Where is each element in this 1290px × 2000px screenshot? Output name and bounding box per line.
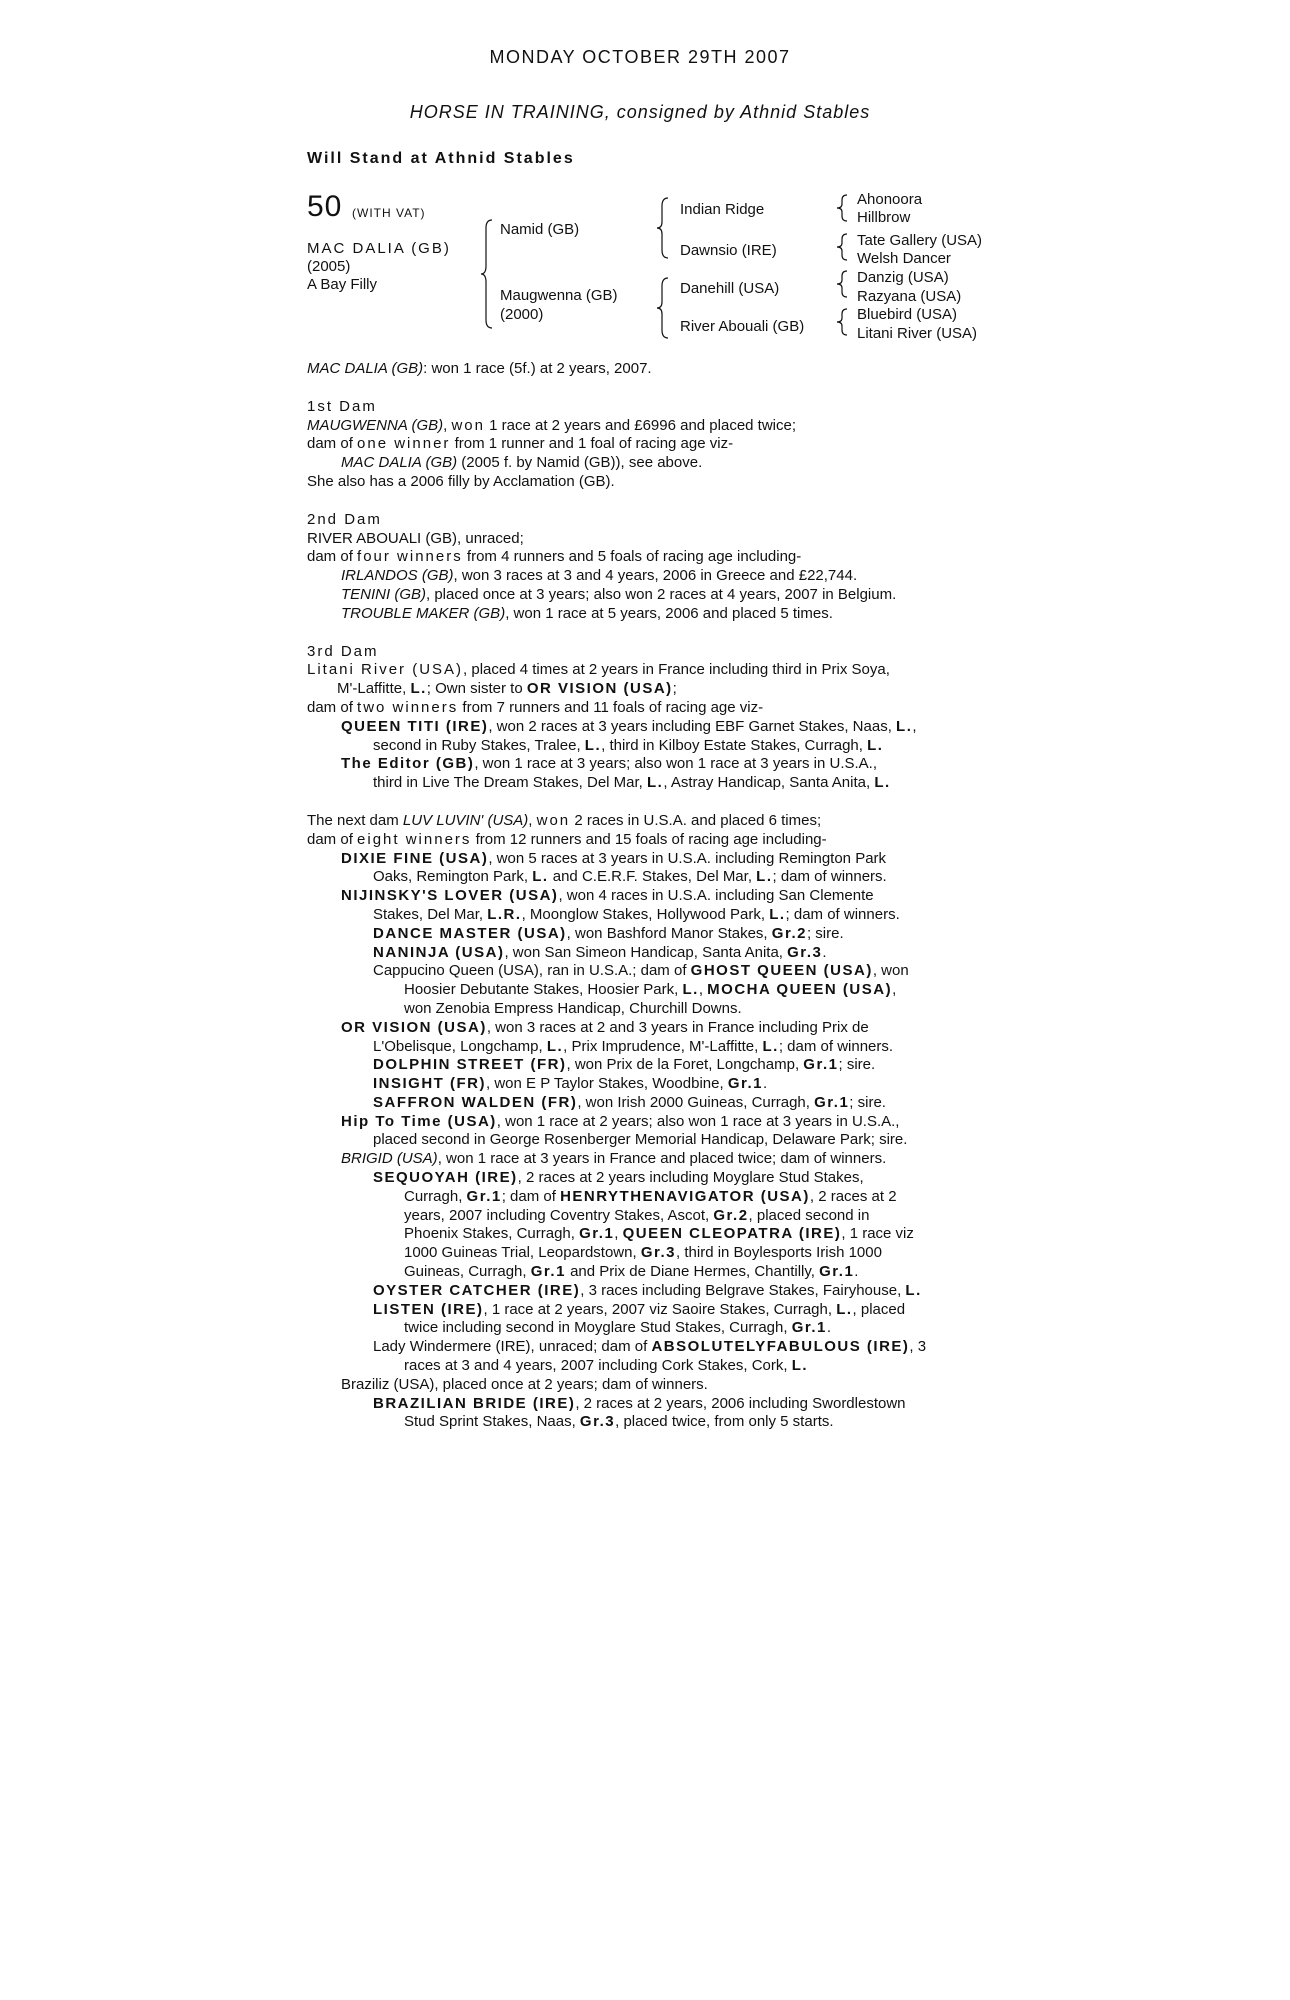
next-dam-line: NIJINSKY'S LOVER (USA), won 4 races in U.S.A. including San Clemente [341,887,874,905]
pedigree-sire: Namid (GB) [500,221,580,238]
pedigree-bracket-main [480,218,496,330]
catalogue-body [307,360,1007,1432]
next-dam-line: DOLPHIN STREET (FR), won Prix de la Foret, Longchamp, Gr.1; sire. [373,1056,876,1074]
pedigree-dds: Bluebird (USA) [857,306,958,323]
race-record: MAC DALIA (GB): won 1 race (5f.) at 2 years, 2007. [307,360,652,377]
next-dam-line: Cappucino Queen (USA), ran in U.S.A.; dam of GHOST QUEEN (USA), won [373,962,909,980]
pedigree-sss: Ahonoora [857,191,923,208]
third-dam-line: second in Ruby Stakes, Tralee, L., third in Kilboy Estate Stakes, Curragh, L. [373,736,884,754]
next-dam-line: SAFFRON WALDEN (FR), won Irish 2000 Guineas, Curragh, Gr.1; sire. [373,1093,886,1111]
next-dam-line: Stud Sprint Stakes, Naas, Gr.3, placed twice, from only 5 starts. [404,1413,834,1431]
third-dam-line: QUEEN TITI (IRE), won 2 races at 3 years including EBF Garnet Stakes, Naas, L., [341,717,917,735]
next-dam-line: placed second in George Rosenberger Memorial Handicap, Delaware Park; sire. [373,1131,908,1149]
sale-date: MONDAY OCTOBER 29TH 2007 [489,47,791,67]
first-dam-line: MAC DALIA (GB) (2005 f. by Namid (GB)), see above. [341,454,703,472]
pedigree-dam-year: (2000) [500,306,544,323]
horse-description: A Bay Filly [307,276,378,293]
pedigree-sire-dam: Dawnsio (IRE) [680,242,777,259]
next-dam-line: Hip To Time (USA), won 1 race at 2 years; also won 1 race at 3 years in U.S.A., [341,1112,900,1130]
third-dam-line: third in Live The Dream Stakes, Del Mar, L., Astray Handicap, Santa Anita, L. [373,774,891,792]
pedigree-sdd: Welsh Dancer [857,250,951,267]
next-dam-line: years, 2007 including Coventry Stakes, Ascot, Gr.2, placed second in [404,1206,870,1224]
pedigree-bracket-ds [836,269,850,299]
next-dam-line: Phoenix Stakes, Curragh, Gr.1, QUEEN CLEOPATRA (IRE), 1 race viz [404,1225,914,1243]
pedigree-bracket-dam [656,276,672,340]
first-dam-line: MAUGWENNA (GB), won 1 race at 2 years and £6996 and placed twice; [307,416,797,434]
next-dam-line: Guineas, Curragh, Gr.1 and Prix de Diane Hermes, Chantilly, Gr.1. [404,1263,859,1281]
third-dam-line: dam of two winners from 7 runners and 11 foals of racing age viz- [307,698,764,716]
next-dam-line: SEQUOYAH (IRE), 2 races at 2 years including Moyglare Stud Stakes, [373,1169,864,1187]
next-dam-line: Oaks, Remington Park, L. and C.E.R.F. Stakes, Del Mar, L.; dam of winners. [373,868,887,886]
horse-identity [307,240,451,294]
next-dam-line: Stakes, Del Mar, L.R., Moonglow Stakes, Hollywood Park, L.; dam of winners. [373,905,900,923]
next-dam-line: DIXIE FINE (USA), won 5 races at 3 years in U.S.A. including Remington Park [341,849,887,867]
vat-note: (WITH VAT) [352,206,426,220]
pedigree-dss: Danzig (USA) [857,269,949,286]
pedigree-sire-sire: Indian Ridge [680,201,765,218]
second-dam-line: RIVER ABOUALI (GB), unraced; [307,529,524,547]
third-dam-heading: 3rd Dam [307,642,379,660]
pedigree-bracket-sire [656,196,672,260]
next-dam-line: Lady Windermere (IRE), unraced; dam of ABSOLUTELYFABULOUS (IRE), 3 [373,1338,927,1356]
pedigree-bracket-sd [836,232,850,262]
next-dam-line: won Zenobia Empress Handicap, Churchill Downs. [404,999,742,1017]
next-dam-line: The next dam LUV LUVIN' (USA), won 2 races in U.S.A. and placed 6 times; [307,811,822,829]
pedigree-dam: Maugwenna (GB) [500,287,618,304]
next-dam-line: DANCE MASTER (USA), won Bashford Manor Stakes, Gr.2; sire. [373,924,844,942]
next-dam-line: Braziliz (USA), placed once at 2 years; dam of winners. [341,1375,708,1393]
pedigree-dam-dam: River Abouali (GB) [680,318,805,335]
second-dam-line: dam of four winners from 4 runners and 5 foals of racing age including- [307,548,802,566]
pedigree-dsd: Razyana (USA) [857,288,962,305]
next-dam-line: L'Obelisque, Longchamp, L., Prix Imprudence, M'-Laffitte, L.; dam of winners. [373,1037,894,1055]
next-dam-line: OR VISION (USA), won 3 races at 2 and 3 years in France including Prix de [341,1018,869,1036]
pedigree-bracket-dd [836,307,850,337]
first-dam-line: dam of one winner from 1 runner and 1 foal of racing age viz- [307,435,734,453]
next-dam-line: NANINJA (USA), won San Simeon Handicap, Santa Anita, Gr.3. [373,943,827,961]
second-dam-line: TENINI (GB), placed once at 3 years; also won 2 races at 4 years, 2007 in Belgium. [341,585,897,603]
first-dam-line: She also has a 2006 filly by Acclamation (GB). [307,472,615,490]
third-dam-line: Litani River (USA), placed 4 times at 2 years in France including third in Prix Soya, [307,661,890,679]
third-dam-line: The Editor (GB), won 1 race at 3 years; also won 1 race at 3 years in U.S.A., [341,755,878,773]
next-dam-line: 1000 Guineas Trial, Leopardstown, Gr.3, third in Boylesports Irish 1000 [404,1244,882,1262]
pedigree-dam-sire: Danehill (USA) [680,280,780,297]
pedigree-ssd: Hillbrow [857,209,911,226]
pedigree-ddd: Litani River (USA) [857,325,978,342]
pedigree-sds: Tate Gallery (USA) [857,232,983,249]
lot-number: 50 [307,190,343,223]
consignment-subtitle: HORSE IN TRAINING, consigned by Athnid Stables [409,102,871,122]
third-dam-line: M'-Laffitte, L.; Own sister to OR VISION (USA); [337,680,677,698]
next-dam-line: INSIGHT (FR), won E P Taylor Stakes, Woodbine, Gr.1. [373,1075,768,1093]
next-dam-line: Hoosier Debutante Stakes, Hoosier Park, L., MOCHA QUEEN (USA), [404,981,897,999]
next-dam-line: races at 3 and 4 years, 2007 including Cork Stakes, Cork, L. [404,1357,809,1375]
second-dam-heading: 2nd Dam [307,510,382,528]
next-dam-line: Curragh, Gr.1; dam of HENRYTHENAVIGATOR (USA), 2 races at 2 [404,1187,897,1205]
next-dam-line: dam of eight winners from 12 runners and 15 foals of racing age including- [307,830,827,848]
next-dam-line: BRAZILIAN BRIDE (IRE), 2 races at 2 years, 2006 including Swordlestown [373,1394,906,1412]
next-dam-line: twice including second in Moyglare Stud Stakes, Curragh, Gr.1. [404,1319,832,1337]
next-dam-line: BRIGID (USA), won 1 race at 3 years in France and placed twice; dam of winners. [341,1150,887,1168]
stand-location: Will Stand at Athnid Stables [307,150,575,167]
second-dam-line: IRLANDOS (GB), won 3 races at 3 and 4 years, 2006 in Greece and £22,744. [341,567,858,585]
pedigree-bracket-ss [836,193,850,223]
next-dam-line: OYSTER CATCHER (IRE), 3 races including Belgrave Stakes, Fairyhouse, L. [373,1281,922,1299]
next-dam-line: LISTEN (IRE), 1 race at 2 years, 2007 viz Saoire Stakes, Curragh, L., placed [373,1300,906,1318]
second-dam-line: TROUBLE MAKER (GB), won 1 race at 5 years, 2006 and placed 5 times. [341,604,833,622]
horse-name: MAC DALIA (GB) [307,240,451,257]
first-dam-heading: 1st Dam [307,397,377,415]
horse-year: (2005) [307,258,351,275]
